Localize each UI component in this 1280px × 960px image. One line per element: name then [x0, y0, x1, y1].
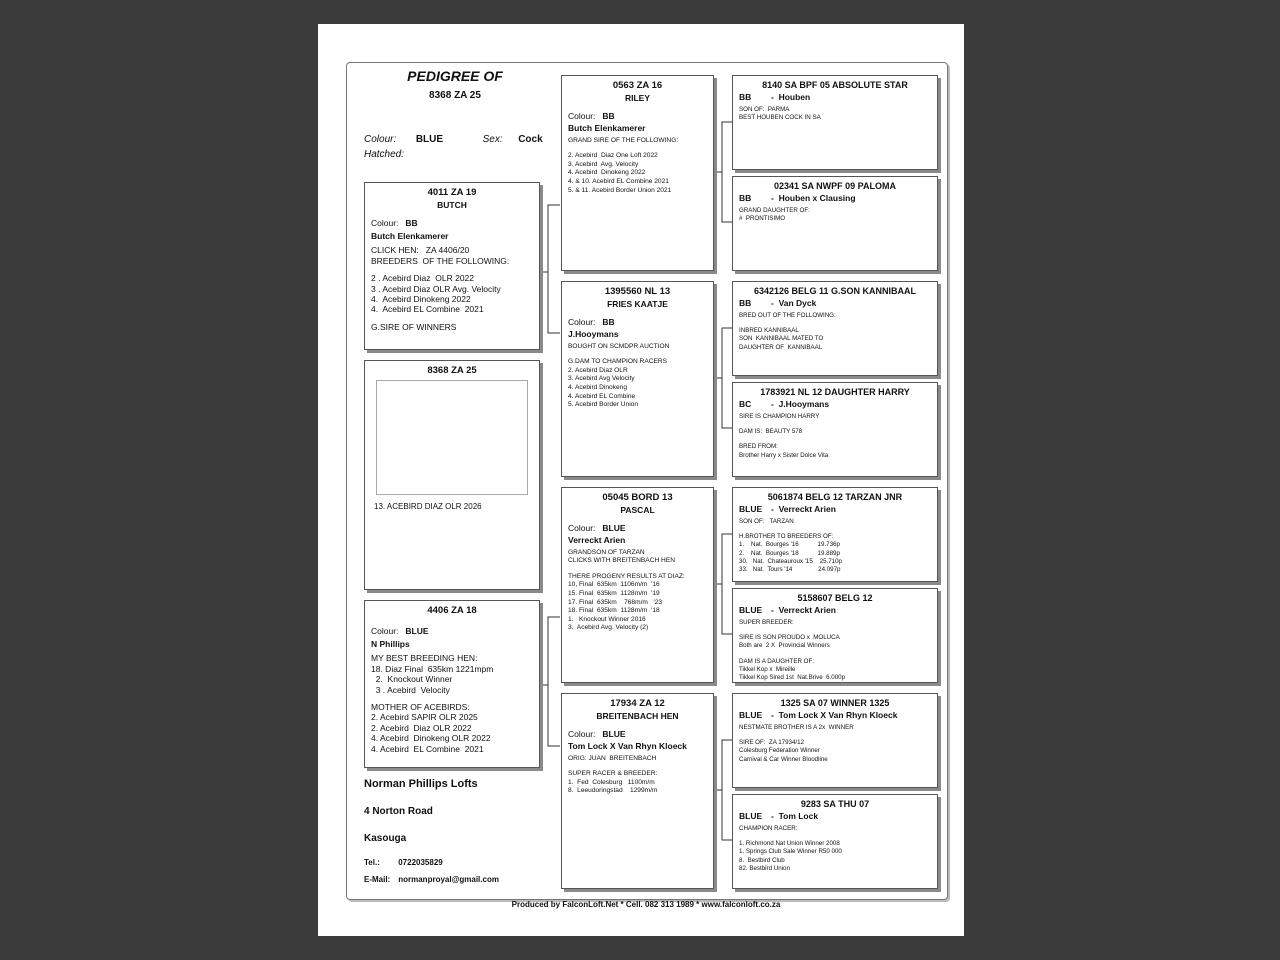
dam-colour: BLUE — [405, 626, 429, 636]
ancestor-colour: BLUE — [739, 811, 763, 821]
note-line: 2. Acebird Diaz One Loft 2022 — [568, 152, 658, 160]
note-line: 2. Nat. Bourges '18 19.889p — [739, 549, 840, 557]
note-line — [739, 732, 931, 739]
subject-note: 13. ACEBIRD DIAZ OLR 2026 — [374, 502, 482, 511]
grandparent-colour-row — [568, 522, 707, 534]
grandparent-card — [561, 693, 714, 889]
ancestor-colour-breeder: BLUE - Verreckt Arien — [739, 605, 836, 615]
note-line: G.SIRE OF WINNERS — [371, 321, 457, 332]
ancestor-colour-breeder: BB - Houben — [739, 92, 811, 102]
ancestor-colour: BLUE — [739, 710, 763, 720]
colour-label: Colour: — [371, 626, 399, 636]
grandparent-breeder: Tom Lock X Van Rhyn Kloeck — [568, 741, 687, 751]
subject-info — [364, 132, 554, 162]
note-line: 1. Richmond Nat Union Winner 2008 — [739, 840, 840, 848]
grandparent-colour: BB — [602, 317, 615, 327]
note-line: ORIG: JUAN BREITENBACH — [568, 754, 657, 762]
note-line: 1. Nat. Bourges '16 19.736p — [739, 541, 840, 549]
note-line — [568, 566, 707, 573]
ancestor-card — [732, 281, 938, 376]
ancestor-ring: 02341 SA NWPF 09 PALOMA — [773, 181, 897, 191]
owner-address2: Kasouga — [364, 833, 407, 844]
grandparent-notes — [568, 343, 707, 410]
note-line: G.DAM TO CHAMPION RACERS — [568, 358, 668, 366]
ancestor-card — [732, 176, 938, 271]
note-line — [739, 833, 931, 840]
note-line: 82. Bestbird Union — [739, 864, 790, 872]
ancestor-notes — [739, 518, 931, 574]
grandparent-card — [561, 487, 714, 683]
note-line: 4. Acebird Dinokeng 2022 — [371, 294, 471, 305]
owner-info — [364, 778, 554, 884]
connector-gp2 — [715, 328, 732, 428]
grandparent-notes — [568, 549, 707, 633]
note-line — [739, 436, 931, 443]
note-line: 1. Knockout Winner 2016 — [568, 615, 646, 623]
pedigree-header — [360, 68, 550, 101]
note-line — [739, 627, 931, 634]
note-line: 8. Bestbird Club — [739, 856, 785, 864]
dam-card — [364, 600, 540, 768]
subject-card-ring: 8368 ZA 25 — [427, 365, 477, 376]
ancestor-card — [732, 588, 938, 683]
connector-gp1 — [715, 122, 732, 222]
ancestor-ring: 5061874 BELG 12 TARZAN JNR — [767, 492, 903, 502]
note-line: 33. Nat. Tours '14 24.097p — [739, 566, 841, 574]
note-line: SUPER RACER & BREEDER: — [568, 770, 658, 778]
ancestor-breeder: Verreckt Arien — [778, 504, 836, 514]
note-line: BEST HOUBEN COCK IN SA — [739, 114, 821, 122]
ancestor-breeder: Verreckt Arien — [778, 605, 836, 615]
note-line — [739, 526, 931, 533]
ancestor-breeder: Houben x Clausing — [778, 193, 856, 203]
grandparent-notes — [568, 755, 707, 796]
connector-gp3 — [715, 534, 732, 634]
grandparent-colour: BLUE — [602, 523, 626, 533]
note-line: DAM IS A DAUGHTER OF: — [739, 657, 814, 665]
note-line — [568, 763, 707, 770]
tel-label: Tel.: — [364, 858, 380, 867]
ancestor-notes — [739, 724, 931, 764]
note-line: 1. Fed Colesburg 1100m/m — [568, 778, 655, 786]
ancestor-breeder: Houben — [778, 92, 811, 102]
note-line: Carnival & Car Winner Bloodline — [739, 755, 828, 763]
note-line: SUPER BREEDER: — [739, 619, 794, 626]
ancestor-notes — [739, 106, 931, 122]
owner-tel: 0722035829 — [398, 858, 443, 867]
grandparent-ring: 05045 BORD 13 — [602, 492, 673, 503]
note-line: SON OF: PARMA — [739, 106, 790, 113]
colour-label: Colour: — [371, 218, 399, 228]
colour-label: Colour: — [568, 111, 596, 121]
ancestor-breeder: Tom Lock X Van Rhyn Kloeck — [778, 710, 898, 720]
note-line: 18. Diaz Final 635km 1221mpm — [371, 663, 494, 674]
note-line: # PRONTISIMO — [739, 215, 786, 223]
note-line — [371, 315, 533, 322]
colour-label: Colour: — [568, 317, 596, 327]
note-line: THERE PROGENY RESULTS AT DIAZ: — [568, 572, 685, 580]
note-line: BRED OUT OF THE FOLLOWING: — [739, 312, 836, 319]
dam-notes — [371, 653, 533, 754]
ancestor-notes — [739, 312, 931, 352]
note-line: BRED FROM: — [739, 443, 778, 451]
note-line: 5. Acebird Border Union — [568, 401, 639, 409]
grandparent-notes — [568, 137, 707, 196]
grandparent-colour-row — [568, 728, 707, 740]
owner-address1: 4 Norton Road — [364, 806, 433, 817]
colour-label: Colour: — [568, 523, 596, 533]
note-line — [739, 651, 931, 658]
ancestor-ring: 1325 SA 07 WINNER 1325 — [780, 698, 890, 708]
note-line: 1. Springs Club Sale Winner R50 000 — [739, 848, 842, 856]
note-line: NESTMATE BROTHER IS A 2x WINNER — [739, 724, 854, 731]
note-line: 3 . Acebird Diaz OLR Avg. Velocity — [371, 283, 501, 294]
sex-label: Sex: — [482, 134, 503, 145]
note-line: CHAMPION RACER: — [739, 825, 798, 832]
ancestor-ring: 8140 SA BPF 05 ABSOLUTE STAR — [762, 80, 908, 90]
note-line: SON OF: TARZAN — [739, 518, 794, 525]
note-line: DAM IS: BEAUTY 578 — [739, 428, 803, 436]
ancestor-ring: 5158607 BELG 12 — [797, 593, 873, 603]
note-line — [568, 145, 707, 152]
note-line: SIRE OF: ZA 17934/12 — [739, 739, 805, 747]
ancestor-notes — [739, 207, 931, 223]
note-line: Both are 2 X Provincial Winners — [739, 642, 830, 650]
note-line — [371, 695, 533, 702]
grandparent-breeder: Verreckt Arien — [568, 535, 626, 545]
grandparent-colour-row — [568, 110, 707, 122]
note-line: 4. Acebird EL Combine 2021 — [371, 743, 484, 754]
note-line — [371, 266, 533, 273]
grandparent-card — [561, 75, 714, 271]
note-line: 3 . Acebird Velocity — [371, 684, 450, 695]
grandparent-breeder: Butch Elenkamerer — [568, 123, 646, 133]
ancestor-ring: 9283 SA THU 07 — [800, 799, 870, 809]
note-line: 17. Final 635km 768m/m '23 — [568, 598, 662, 606]
footer-credit: Produced by FalconLoft.Net * Cell. 082 313 1989 * www.falconloft.co.za — [511, 900, 781, 909]
note-line: 2 . Acebird Diaz OLR 2022 — [371, 273, 475, 284]
grandparent-ring: 1395560 NL 13 — [604, 286, 671, 297]
page-title: PEDIGREE OF — [407, 68, 503, 84]
note-line: 30. Nat. Chateauroux '15 25.710p — [739, 557, 843, 565]
ancestor-card — [732, 794, 938, 889]
note-line — [568, 351, 707, 358]
note-line: 2. Knockout Winner — [371, 674, 453, 685]
ancestor-card — [732, 382, 938, 477]
note-line: 3. Acebird Avg. Velocity — [568, 160, 639, 168]
note-line: GRAND SIRE OF THE FOLLOWING: — [568, 136, 679, 144]
ancestor-breeder: J.Hooymans — [778, 399, 830, 409]
note-line: SIRE IS CHAMPION HARRY — [739, 413, 820, 420]
note-line: CLICK HEN: ZA 4406/20 — [371, 245, 470, 256]
colour-value: BLUE — [415, 134, 444, 145]
note-line: Tikkel Kop Sired 1st Nat.Brive 6.000p — [739, 674, 846, 682]
note-line: 18. Final 635km 1128m/m '18 — [568, 607, 660, 615]
note-line: CLICKS WITH BREITENBACH HEN — [568, 557, 675, 565]
dam-breeder: N Phillips — [371, 639, 410, 649]
note-line: 10, Final 635km 1106m/m '16 — [568, 581, 660, 589]
note-line: Brother Harry x Sister Dolce Vita — [739, 451, 829, 459]
grandparent-name: RILEY — [624, 93, 651, 103]
ancestor-colour: BB — [739, 298, 752, 308]
note-line: GRANDSON OF TARZAN — [568, 548, 645, 556]
ancestor-colour-breeder: BLUE - Verreckt Arien — [739, 504, 836, 514]
note-line: 2. Acebird Diaz OLR — [568, 366, 628, 374]
note-line: MOTHER OF ACEBIRDS: — [371, 702, 470, 713]
sire-name: BUTCH — [437, 200, 467, 210]
connector-dam — [540, 617, 560, 746]
owner-email: normanproyal@gmail.com — [398, 875, 499, 884]
note-line: H.BROTHER TO BREEDERS OF: — [739, 533, 834, 541]
email-label: E-Mail: — [364, 875, 391, 884]
hatched-label: Hatched: — [364, 149, 405, 160]
ancestor-card — [732, 693, 938, 788]
owner-name: Norman Phillips Lofts — [364, 778, 478, 790]
ancestor-notes — [739, 619, 931, 682]
ancestor-colour-breeder: BLUE - Tom Lock X Van Rhyn Kloeck — [739, 710, 898, 720]
note-line: 5. & 11. Acebird Border Union 2021 — [568, 186, 672, 194]
subject-ring: 8368 ZA 25 — [429, 90, 481, 101]
sire-colour: BB — [405, 218, 418, 228]
grandparent-name: BREITENBACH HEN — [596, 711, 679, 721]
bird-photo-placeholder — [376, 380, 528, 495]
note-line: 4. Acebird Dinokeng — [568, 383, 628, 391]
note-line: BREEDERS OF THE FOLLOWING: — [371, 255, 510, 266]
note-line: 4. Acebird EL Combine — [568, 392, 636, 400]
note-line: 4. Acebird Dinokeng OLR 2022 — [371, 733, 491, 744]
grandparent-name: FRIES KAATJE — [607, 299, 668, 309]
note-line: 4. Acebird EL Combine 2021 — [371, 304, 484, 315]
ancestor-colour: BB — [739, 193, 752, 203]
grandparent-name: PASCAL — [620, 505, 655, 515]
connector-sire — [540, 205, 560, 333]
ancestor-colour: BLUE — [739, 504, 763, 514]
ancestor-colour: BB — [739, 92, 752, 102]
ancestor-notes — [739, 825, 931, 873]
ancestor-colour-breeder: BC - J.Hooymans — [739, 399, 830, 409]
ancestor-ring: 1783921 NL 12 DAUGHTER HARRY — [760, 387, 910, 397]
note-line: Colesburg Federation Winner — [739, 747, 820, 755]
ancestor-notes — [739, 413, 931, 460]
sire-ring: 4011 ZA 19 — [427, 187, 477, 198]
connector-gp4 — [715, 740, 732, 840]
note-line: 2. Acebird SAPIR OLR 2025 — [371, 712, 478, 723]
sex-value: Cock — [518, 134, 543, 145]
note-line — [739, 320, 931, 327]
ancestor-colour-breeder: BLUE - Tom Lock — [739, 811, 819, 821]
note-line: 3. Acebird Avg. Velocity (2) — [568, 624, 649, 632]
note-line: Tikkel Kop x Mireille — [739, 665, 796, 673]
ancestor-breeder: Van Dyck — [778, 298, 817, 308]
grandparent-colour: BB — [602, 111, 615, 121]
sire-card — [364, 182, 540, 350]
grandparent-card — [561, 281, 714, 477]
note-line — [739, 421, 931, 428]
note-line: SIRE IS SON PROUDO x MOLUCA — [739, 634, 840, 642]
ancestor-card — [732, 75, 938, 170]
ancestor-card — [732, 487, 938, 582]
grandparent-colour: BLUE — [602, 729, 626, 739]
note-line: 2. Acebird Diaz OLR 2022 — [371, 722, 472, 733]
ancestor-ring: 6342126 BELG 11 G.SON KANNIBAAL — [753, 286, 917, 296]
dam-ring: 4406 ZA 18 — [427, 605, 477, 616]
grandparent-breeder: J.Hooymans — [568, 329, 619, 339]
ancestor-breeder: Tom Lock — [778, 811, 819, 821]
note-line: 4. Acebird Dinokeng 2022 — [568, 169, 646, 177]
note-line: SON KANNIBAAL MATED TO — [739, 335, 824, 343]
ancestor-colour-breeder: BB - Van Dyck — [739, 298, 817, 308]
note-line: BOUGHT ON SCMDPR AUCTION — [568, 342, 670, 350]
ancestor-colour-breeder: BB - Houben x Clausing — [739, 193, 856, 203]
sire-breeder: Butch Elenkamerer — [371, 231, 449, 241]
grandparent-colour-row — [568, 316, 707, 328]
sire-notes — [371, 245, 533, 332]
note-line: GRAND DAUGHTER OF: — [739, 207, 810, 214]
colour-label: Colour: — [568, 729, 596, 739]
note-line: 3. Acebird Avg Velocity — [568, 375, 635, 383]
note-line: DAUGHTER OF KANNIBAAL — [739, 343, 823, 351]
ancestor-colour: BC — [739, 399, 752, 409]
note-line: 8. Leeudoringstad 1299m/m — [568, 787, 658, 795]
grandparent-ring: 17934 ZA 12 — [610, 698, 665, 709]
note-line: 15. Final 635km 1128m/m '19 — [568, 589, 660, 597]
ancestor-colour: BLUE — [739, 605, 763, 615]
note-line: 4. & 10. Acebird EL Combine 2021 — [568, 177, 669, 185]
note-line: MY BEST BREEDING HEN: — [371, 653, 478, 664]
colour-label: Colour: — [364, 134, 397, 145]
grandparent-ring: 0563 ZA 16 — [612, 80, 663, 91]
note-line: INBRED KANNIBAAL — [739, 327, 799, 335]
